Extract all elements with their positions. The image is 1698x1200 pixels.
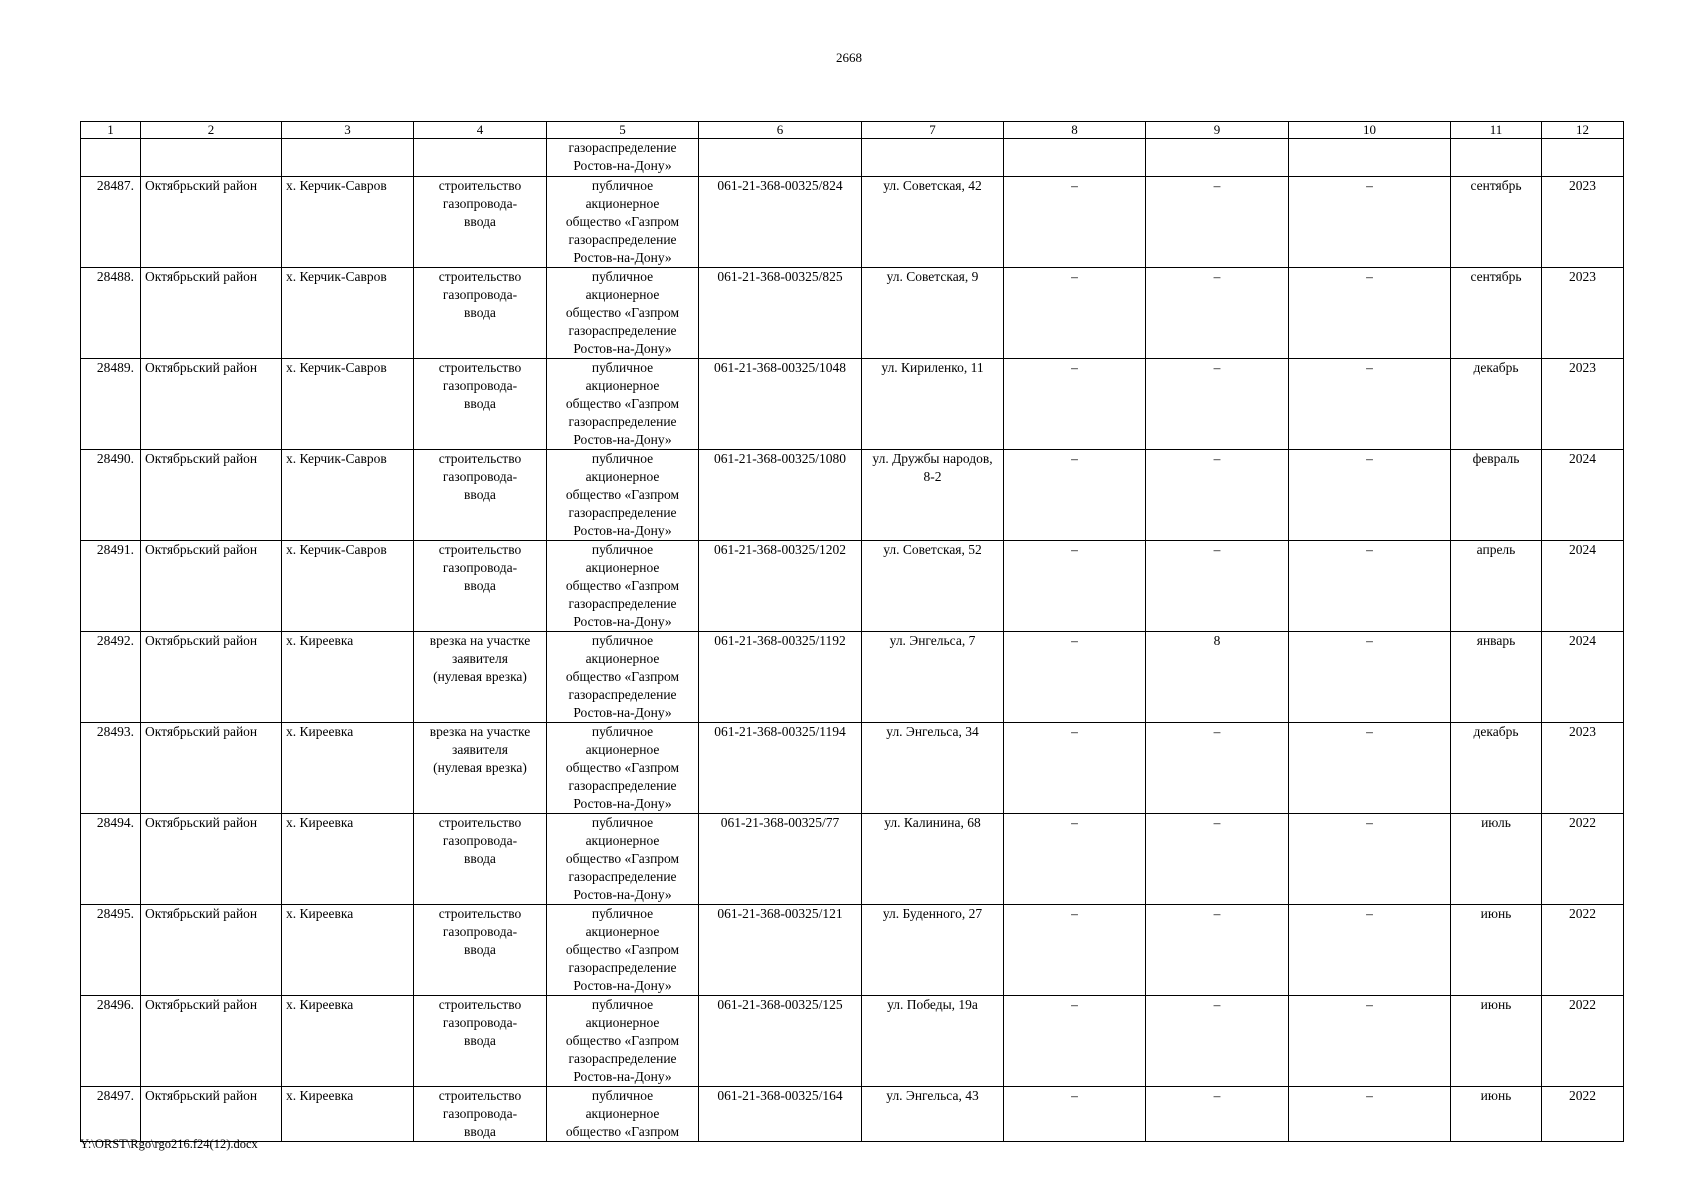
organization-cell: публичное акционерное общество «Газпром газораспределение Ростов-на-Дону»: [547, 177, 699, 268]
year-cell: 2024: [1542, 632, 1624, 723]
col-8-cell: –: [1004, 268, 1146, 359]
organization-cell: публичное акционерное общество «Газпром газораспределение Ростов-на-Дону»: [547, 268, 699, 359]
work-type-cell: строительство газопровода- ввода: [414, 905, 547, 996]
col-8-cell: –: [1004, 723, 1146, 814]
year-cell: 2023: [1542, 177, 1624, 268]
work-type-cell: врезка на участке заявителя (нулевая врезка): [414, 723, 547, 814]
table-row: [81, 996, 1624, 1087]
col-10-cell: –: [1289, 1087, 1451, 1142]
col-8-cell: –: [1004, 814, 1146, 905]
col-9-cell: –: [1146, 996, 1289, 1087]
address-cell: ул. Буденного, 27: [862, 905, 1004, 996]
row-number-cell: 28489.: [81, 359, 141, 450]
col-10-cell: –: [1289, 632, 1451, 723]
column-number: 2: [141, 122, 282, 139]
application-number-cell: 061-21-368-00325/1194: [699, 723, 862, 814]
application-number-cell: 061-21-368-00325/121: [699, 905, 862, 996]
table-row: [81, 177, 1624, 268]
work-type-cell: врезка на участке заявителя (нулевая врезка): [414, 632, 547, 723]
district-cell: Октябрьский район: [141, 359, 282, 450]
table-cell: [862, 139, 1004, 177]
month-cell: июнь: [1451, 1087, 1542, 1142]
work-type-cell: строительство газопровода- ввода: [414, 359, 547, 450]
settlement-cell: х. Керчик-Савров: [282, 541, 414, 632]
col-9-cell: –: [1146, 1087, 1289, 1142]
column-number-header: [81, 122, 1624, 139]
application-number-cell: 061-21-368-00325/1192: [699, 632, 862, 723]
column-number: 9: [1146, 122, 1289, 139]
year-cell: 2024: [1542, 541, 1624, 632]
district-cell: Октябрьский район: [141, 814, 282, 905]
footer-file-path: Y:\ORST\Rgo\rgo216.f24(12).docx: [80, 1137, 258, 1151]
address-cell: ул. Победы, 19а: [862, 996, 1004, 1087]
col-9-cell: –: [1146, 814, 1289, 905]
row-number-cell: 28488.: [81, 268, 141, 359]
col-9-cell: –: [1146, 268, 1289, 359]
settlement-cell: х. Керчик-Савров: [282, 177, 414, 268]
year-cell: 2024: [1542, 450, 1624, 541]
table-cell: [141, 139, 282, 177]
row-number-cell: 28497.: [81, 1087, 141, 1142]
work-type-cell: строительство газопровода- ввода: [414, 268, 547, 359]
work-type-cell: строительство газопровода- ввода: [414, 1087, 547, 1142]
col-9-cell: –: [1146, 359, 1289, 450]
table-row: [81, 814, 1624, 905]
col-10-cell: –: [1289, 996, 1451, 1087]
month-cell: февраль: [1451, 450, 1542, 541]
month-cell: декабрь: [1451, 359, 1542, 450]
settlement-cell: х. Киреевка: [282, 1087, 414, 1142]
address-cell: ул. Кириленко, 11: [862, 359, 1004, 450]
column-number: 11: [1451, 122, 1542, 139]
month-cell: январь: [1451, 632, 1542, 723]
col-8-cell: –: [1004, 905, 1146, 996]
address-cell: ул. Энгельса, 7: [862, 632, 1004, 723]
district-cell: Октябрьский район: [141, 1087, 282, 1142]
organization-cell: публичное акционерное общество «Газпром газораспределение Ростов-на-Дону»: [547, 996, 699, 1087]
col-9-cell: 8: [1146, 632, 1289, 723]
col-8-cell: –: [1004, 996, 1146, 1087]
month-cell: декабрь: [1451, 723, 1542, 814]
continuation-row: [81, 139, 1624, 177]
settlement-cell: х. Керчик-Савров: [282, 268, 414, 359]
column-number: 1: [81, 122, 141, 139]
col-10-cell: –: [1289, 905, 1451, 996]
district-cell: Октябрьский район: [141, 268, 282, 359]
page-number: 2668: [836, 50, 862, 65]
table-row: [81, 450, 1624, 541]
settlement-cell: х. Керчик-Савров: [282, 359, 414, 450]
settlement-cell: х. Киреевка: [282, 905, 414, 996]
table-row: [81, 359, 1624, 450]
organization-cell: публичное акционерное общество «Газпром газораспределение Ростов-на-Дону»: [547, 359, 699, 450]
table-cell: газораспределение Ростов-на-Дону»: [547, 139, 699, 177]
col-8-cell: –: [1004, 632, 1146, 723]
col-8-cell: –: [1004, 541, 1146, 632]
col-10-cell: –: [1289, 541, 1451, 632]
month-cell: сентябрь: [1451, 177, 1542, 268]
year-cell: 2023: [1542, 359, 1624, 450]
col-10-cell: –: [1289, 723, 1451, 814]
table-cell: [1451, 139, 1542, 177]
work-type-cell: строительство газопровода- ввода: [414, 996, 547, 1087]
organization-cell: публичное акционерное общество «Газпром газораспределение Ростов-на-Дону»: [547, 450, 699, 541]
address-cell: ул. Энгельса, 43: [862, 1087, 1004, 1142]
table-cell: [414, 139, 547, 177]
year-cell: 2022: [1542, 814, 1624, 905]
row-number-cell: 28490.: [81, 450, 141, 541]
district-cell: Октябрьский район: [141, 632, 282, 723]
col-9-cell: –: [1146, 177, 1289, 268]
col-9-cell: –: [1146, 541, 1289, 632]
district-cell: Октябрьский район: [141, 450, 282, 541]
table-row: [81, 268, 1624, 359]
settlement-cell: х. Киреевка: [282, 723, 414, 814]
row-number-cell: 28495.: [81, 905, 141, 996]
row-number-cell: 28496.: [81, 996, 141, 1087]
row-number-cell: 28491.: [81, 541, 141, 632]
column-number: 5: [547, 122, 699, 139]
col-9-cell: –: [1146, 450, 1289, 541]
year-cell: 2023: [1542, 268, 1624, 359]
row-number-cell: 28492.: [81, 632, 141, 723]
organization-cell: публичное акционерное общество «Газпром газораспределение Ростов-на-Дону»: [547, 723, 699, 814]
col-8-cell: –: [1004, 450, 1146, 541]
year-cell: 2022: [1542, 996, 1624, 1087]
table-row: [81, 723, 1624, 814]
col-10-cell: –: [1289, 359, 1451, 450]
table-row: [81, 541, 1624, 632]
col-10-cell: –: [1289, 814, 1451, 905]
table-row: [81, 905, 1624, 996]
work-type-cell: строительство газопровода- ввода: [414, 814, 547, 905]
address-cell: ул. Энгельса, 34: [862, 723, 1004, 814]
table-cell: [1004, 139, 1146, 177]
settlement-cell: х. Киреевка: [282, 996, 414, 1087]
district-cell: Октябрьский район: [141, 996, 282, 1087]
column-number: 10: [1289, 122, 1451, 139]
table-row: [81, 632, 1624, 723]
organization-cell: публичное акционерное общество «Газпром: [547, 1087, 699, 1142]
col-8-cell: –: [1004, 1087, 1146, 1142]
district-cell: Октябрьский район: [141, 905, 282, 996]
address-cell: ул. Советская, 42: [862, 177, 1004, 268]
month-cell: июнь: [1451, 996, 1542, 1087]
column-number: 3: [282, 122, 414, 139]
application-number-cell: 061-21-368-00325/1080: [699, 450, 862, 541]
application-number-cell: 061-21-368-00325/824: [699, 177, 862, 268]
work-type-cell: строительство газопровода- ввода: [414, 541, 547, 632]
address-cell: ул. Советская, 9: [862, 268, 1004, 359]
year-cell: 2023: [1542, 723, 1624, 814]
year-cell: 2022: [1542, 1087, 1624, 1142]
col-10-cell: –: [1289, 177, 1451, 268]
settlement-cell: х. Киреевка: [282, 814, 414, 905]
application-number-cell: 061-21-368-00325/1048: [699, 359, 862, 450]
row-number-cell: 28493.: [81, 723, 141, 814]
organization-cell: публичное акционерное общество «Газпром газораспределение Ростов-на-Дону»: [547, 541, 699, 632]
column-number: 8: [1004, 122, 1146, 139]
month-cell: апрель: [1451, 541, 1542, 632]
column-number: 12: [1542, 122, 1624, 139]
registry-table: [80, 121, 1624, 1142]
month-cell: июнь: [1451, 905, 1542, 996]
col-10-cell: –: [1289, 268, 1451, 359]
address-cell: ул. Дружбы народов, 8-2: [862, 450, 1004, 541]
table-cell: [1289, 139, 1451, 177]
table-row: [81, 1087, 1624, 1142]
address-cell: ул. Советская, 52: [862, 541, 1004, 632]
month-cell: сентябрь: [1451, 268, 1542, 359]
application-number-cell: 061-21-368-00325/77: [699, 814, 862, 905]
col-10-cell: –: [1289, 450, 1451, 541]
settlement-cell: х. Киреевка: [282, 632, 414, 723]
settlement-cell: х. Керчик-Савров: [282, 450, 414, 541]
application-number-cell: 061-21-368-00325/164: [699, 1087, 862, 1142]
application-number-cell: 061-21-368-00325/1202: [699, 541, 862, 632]
row-number-cell: 28494.: [81, 814, 141, 905]
column-number: 4: [414, 122, 547, 139]
table-cell: [1146, 139, 1289, 177]
column-number-row: [81, 122, 1624, 139]
column-number: 6: [699, 122, 862, 139]
row-number-cell: 28487.: [81, 177, 141, 268]
col-8-cell: –: [1004, 177, 1146, 268]
organization-cell: публичное акционерное общество «Газпром газораспределение Ростов-на-Дону»: [547, 814, 699, 905]
table-cell: [1542, 139, 1624, 177]
table-body: [81, 139, 1624, 1142]
application-number-cell: 061-21-368-00325/125: [699, 996, 862, 1087]
district-cell: Октябрьский район: [141, 541, 282, 632]
district-cell: Октябрьский район: [141, 177, 282, 268]
table-cell: [282, 139, 414, 177]
work-type-cell: строительство газопровода- ввода: [414, 450, 547, 541]
organization-cell: публичное акционерное общество «Газпром газораспределение Ростов-на-Дону»: [547, 632, 699, 723]
col-9-cell: –: [1146, 723, 1289, 814]
col-9-cell: –: [1146, 905, 1289, 996]
organization-cell: публичное акционерное общество «Газпром газораспределение Ростов-на-Дону»: [547, 905, 699, 996]
address-cell: ул. Калинина, 68: [862, 814, 1004, 905]
table-cell: [699, 139, 862, 177]
table-cell: [81, 139, 141, 177]
month-cell: июль: [1451, 814, 1542, 905]
work-type-cell: строительство газопровода- ввода: [414, 177, 547, 268]
column-number: 7: [862, 122, 1004, 139]
year-cell: 2022: [1542, 905, 1624, 996]
district-cell: Октябрьский район: [141, 723, 282, 814]
application-number-cell: 061-21-368-00325/825: [699, 268, 862, 359]
col-8-cell: –: [1004, 359, 1146, 450]
